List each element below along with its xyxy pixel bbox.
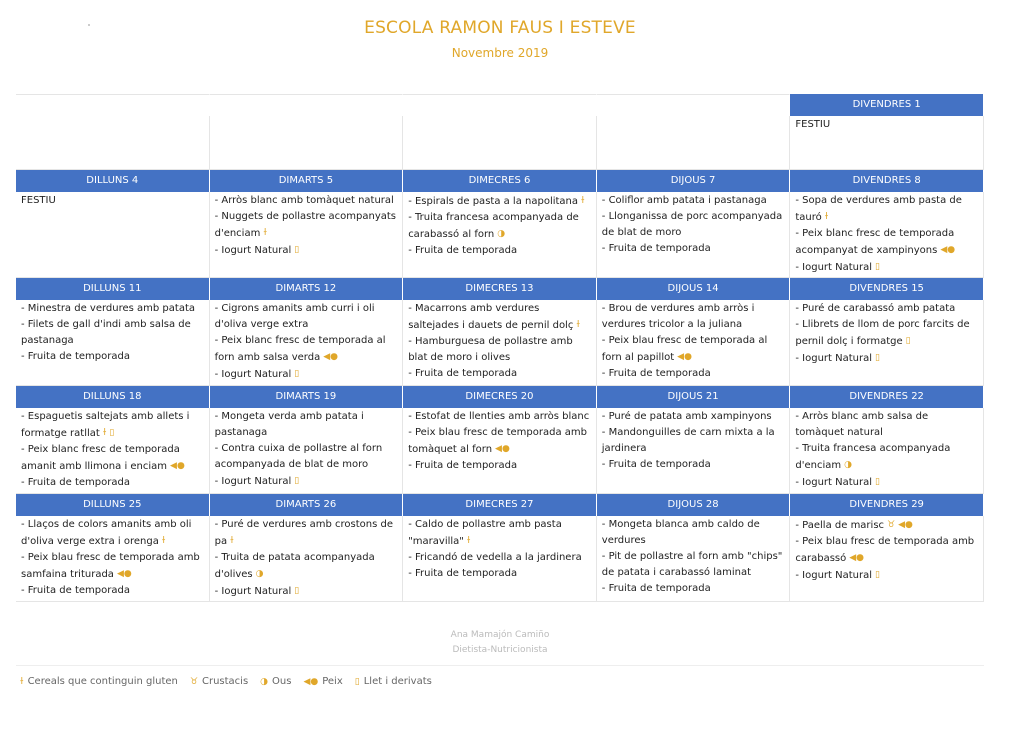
menu-item-text: - Nuggets de pollastre acompanyats d'enciam xyxy=(214,211,397,239)
day-header: DILLUNS 25 xyxy=(16,494,210,516)
menu-item-text: - Truita francesa acompanyada d'enciam xyxy=(795,443,951,471)
menu-item xyxy=(215,409,398,441)
menu-item xyxy=(21,301,204,317)
milk-icon: ▯ xyxy=(875,262,880,272)
menu-item-text: - Espirals de pasta a la napolitana xyxy=(408,196,579,207)
menu-item xyxy=(602,241,785,257)
menu-item xyxy=(215,242,398,259)
week-header-row xyxy=(16,94,984,116)
fish-icon: ◀● xyxy=(116,569,132,579)
menu-item-text: - Iogurt Natural xyxy=(214,245,292,256)
week-body-row xyxy=(16,192,984,278)
menu-item-text: - Estofat de llenties amb arròs blanc xyxy=(408,411,590,422)
milk-icon: ▯ xyxy=(875,353,880,363)
day-cell xyxy=(403,516,597,602)
egg-icon: ◑ xyxy=(497,229,506,239)
empty-cell xyxy=(210,116,404,170)
day-header: DILLUNS 18 xyxy=(16,386,210,408)
menu-item-text: - Truita francesa acompanyada de carabassó al forn xyxy=(408,212,579,240)
menu-item xyxy=(795,534,978,567)
menu-item-text: - Iogurt Natural xyxy=(214,586,292,597)
day-cell xyxy=(210,408,404,494)
cereal-icon: ɫ xyxy=(161,536,166,546)
dietitian-name: Ana Mamajón Camiño xyxy=(450,630,550,640)
day-header: DIJOUS 7 xyxy=(597,170,791,192)
cereal-icon: ɫ xyxy=(263,228,267,238)
menu-item xyxy=(21,550,204,583)
menu-item-text: - Peix blanc fresc de temporada amanit amb llimona i enciam xyxy=(21,444,180,472)
menu-item xyxy=(21,442,204,475)
menu-item xyxy=(795,193,978,226)
allergen-legend xyxy=(20,676,432,687)
week-body-row xyxy=(16,516,984,602)
day-header: DIVENDRES 1 xyxy=(790,94,984,116)
menu-item xyxy=(602,301,785,333)
milk-icon: ▯ xyxy=(294,369,300,379)
menu-item xyxy=(21,583,204,599)
menu-item-text: - Fruita de temporada xyxy=(601,583,711,594)
day-header: DIMECRES 13 xyxy=(403,278,597,300)
day-header: DIMARTS 26 xyxy=(210,494,404,516)
cereal-icon: ɫ xyxy=(20,676,24,687)
school-title: ESCOLA RAMON FAUS I ESTEVE xyxy=(364,18,636,38)
crab-icon: ♉ xyxy=(887,520,896,530)
empty-header xyxy=(210,94,404,116)
menu-item xyxy=(602,457,785,473)
empty-header xyxy=(597,94,791,116)
egg-icon: ◑ xyxy=(255,569,264,579)
menu-item xyxy=(21,317,204,349)
week-header-row xyxy=(16,386,984,408)
day-cell xyxy=(403,192,597,278)
divider xyxy=(16,665,984,666)
menu-item-text: - Llonganissa de porc acompanyada de blat de moro xyxy=(601,211,783,238)
day-header: DIMECRES 20 xyxy=(403,386,597,408)
fish-icon: ◀● xyxy=(940,245,956,255)
menu-item xyxy=(602,209,785,241)
day-cell xyxy=(790,116,984,170)
day-header: DIVENDRES 8 xyxy=(790,170,984,192)
legend-item xyxy=(190,676,248,687)
milk-icon: ▯ xyxy=(354,676,360,687)
menu-item xyxy=(408,550,591,566)
menu-item-text: - Caldo de pollastre amb pasta "maravilla" xyxy=(408,519,562,547)
fish-icon: ◀● xyxy=(303,676,319,687)
empty-cell xyxy=(16,116,210,170)
menu-item-text: - Sopa de verdures amb pasta de tauró xyxy=(795,195,962,223)
menu-item xyxy=(795,474,978,491)
legend-item xyxy=(20,676,178,687)
cereal-icon: ɫ xyxy=(230,536,234,546)
menu-item-text: - Contra cuixa de pollastre al forn acompanyada de blat de moro xyxy=(214,443,383,470)
milk-icon: ▯ xyxy=(875,570,880,580)
menu-item-text: - Fruita de temporada xyxy=(601,368,711,379)
day-header: DILLUNS 4 xyxy=(16,170,210,192)
cereal-icon: ɫ xyxy=(102,428,107,438)
day-header: DIMARTS 5 xyxy=(210,170,404,192)
menu-item-text: - Truita de patata acompanyada d'olives xyxy=(214,552,375,580)
menu-item-text: - Minestra de verdures amb patata xyxy=(21,303,196,314)
menu-item-text: - Peix blau fresc de temporada amb tomàquet al forn xyxy=(408,427,587,455)
week-body-row xyxy=(16,116,984,170)
legend-label: Llet i derivats xyxy=(363,676,432,687)
legend-label: Peix xyxy=(322,676,343,687)
menu-item xyxy=(215,333,398,366)
milk-icon: ▯ xyxy=(294,476,300,486)
menu-item xyxy=(215,301,398,333)
egg-icon: ◑ xyxy=(260,676,269,687)
weeks-container xyxy=(16,170,984,602)
menu-item xyxy=(795,517,978,534)
menu-item xyxy=(215,209,398,242)
menu-item xyxy=(408,409,591,425)
menu-item xyxy=(795,301,978,317)
menu-item-text: - Puré de patata amb xampinyons xyxy=(601,411,772,422)
menu-item xyxy=(21,349,204,365)
day-cell xyxy=(790,192,984,278)
menu-item-text: - Llibrets de llom de porc farcits de pernil dolç i formatge xyxy=(795,319,970,347)
menu-item: FESTIU xyxy=(795,119,831,130)
menu-item-text: - Iogurt Natural xyxy=(214,476,292,487)
milk-icon: ▯ xyxy=(905,336,911,346)
menu-item xyxy=(795,226,978,259)
menu-item-text: - Pit de pollastre al forn amb "chips" de patata i carabassó laminat xyxy=(601,551,783,578)
empty-header xyxy=(403,94,597,116)
day-cell xyxy=(790,408,984,494)
menu-item-text: - Brou de verdures amb arròs i verdures tricolor a la juliana xyxy=(601,303,755,330)
menu-item-text: - Macarrons amb verdures saltejades i dauets de pernil dolç xyxy=(408,303,574,331)
menu-item xyxy=(408,334,591,366)
menu-item-text: - Paella de marisc xyxy=(795,520,885,531)
menu-item-text: - Fruita de temporada xyxy=(21,351,130,362)
menu-item xyxy=(602,425,785,457)
menu-item xyxy=(21,475,204,491)
crab-icon: ♉ xyxy=(189,676,198,687)
day-header: DIJOUS 21 xyxy=(597,386,791,408)
menu-item-text: - Llaços de colors amanits amb oli d'oliva verge extra i orenga xyxy=(21,519,192,547)
menu-item-text: - Mandonguilles de carn mixta a la jardinera xyxy=(601,427,775,454)
day-header: DIMARTS 19 xyxy=(210,386,404,408)
menu-item-text: - Peix blanc fresc de temporada al forn amb salsa verda xyxy=(214,335,386,363)
menu-item xyxy=(795,441,978,474)
cereal-icon: ɫ xyxy=(581,196,585,206)
week-header-row xyxy=(16,278,984,300)
day-cell xyxy=(16,516,210,602)
menu-item xyxy=(602,517,785,549)
day-header: DIMECRES 6 xyxy=(403,170,597,192)
menu-item-text: - Fruita de temporada xyxy=(21,477,130,488)
menu-item-text: - Mongeta blanca amb caldo de verdures xyxy=(601,519,760,546)
day-header: DIVENDRES 29 xyxy=(790,494,984,516)
cereal-icon: ɫ xyxy=(466,536,471,546)
menu-item-text: - Hamburguesa de pollastre amb blat de moro i olives xyxy=(408,336,573,363)
fish-icon: ◀● xyxy=(323,352,338,362)
menu-item xyxy=(408,366,591,382)
day-header: DIJOUS 14 xyxy=(597,278,791,300)
milk-icon: ▯ xyxy=(294,245,300,255)
menu-item xyxy=(795,317,978,350)
week-header-row xyxy=(16,170,984,192)
day-cell xyxy=(210,300,404,386)
menu-item xyxy=(21,409,204,442)
day-cell xyxy=(16,192,210,278)
day-cell xyxy=(597,516,791,602)
day-header: DIJOUS 28 xyxy=(597,494,791,516)
menu-item xyxy=(795,350,978,367)
menu-item xyxy=(408,210,591,243)
menu-item xyxy=(795,567,978,584)
day-cell xyxy=(403,408,597,494)
menu-item xyxy=(215,517,398,550)
day-cell xyxy=(790,516,984,602)
fish-icon: ◀● xyxy=(677,352,692,362)
day-cell xyxy=(597,408,791,494)
milk-icon: ▯ xyxy=(875,477,880,487)
menu-item-text: - Cigrons amanits amb curri i oli d'oliva verge extra xyxy=(214,303,375,330)
menu-item xyxy=(408,517,591,550)
menu-item xyxy=(215,550,398,583)
day-cell xyxy=(597,300,791,386)
menu-item-text: - Mongeta verda amb patata i pastanaga xyxy=(214,411,364,438)
menu-item xyxy=(408,566,591,582)
cereal-icon: ɫ xyxy=(576,320,580,330)
cereal-icon: ɫ xyxy=(824,212,829,222)
day-header: DIMARTS 12 xyxy=(210,278,404,300)
menu-item xyxy=(602,549,785,581)
milk-icon: ▯ xyxy=(294,586,300,596)
menu-item xyxy=(215,441,398,473)
menu-item-text: - Peix blanc fresc de temporada acompanyat de xampinyons xyxy=(795,228,955,256)
menu-item xyxy=(602,409,785,425)
menu-item-text: - Fruita de temporada xyxy=(21,585,130,596)
menu-item xyxy=(602,333,785,366)
day-header: DIVENDRES 15 xyxy=(790,278,984,300)
egg-icon: ◑ xyxy=(844,460,852,470)
menu-item xyxy=(408,425,591,458)
day-header: DILLUNS 11 xyxy=(16,278,210,300)
week-body-row xyxy=(16,300,984,386)
menu-item-text: - Coliflor amb patata i pastanaga xyxy=(601,195,767,206)
empty-cell xyxy=(403,116,597,170)
menu-item xyxy=(602,193,785,209)
month-subtitle: Novembre 2019 xyxy=(451,46,549,60)
legend-item xyxy=(303,676,342,687)
menu-item-text: - Espaguetis saltejats amb allets i formatge ratllat xyxy=(21,411,190,439)
menu-item-text: - Fruita de temporada xyxy=(408,568,518,579)
menu-item-text: - Fruita de temporada xyxy=(601,243,711,254)
menu-item xyxy=(215,193,398,209)
day-cell xyxy=(16,408,210,494)
menu-item-text: - Filets de gall d'indi amb salsa de pastanaga xyxy=(21,319,191,346)
menu-item-text: - Arròs blanc amb tomàquet natural xyxy=(214,195,394,206)
menu-item xyxy=(408,193,591,210)
menu-item xyxy=(408,301,591,334)
legend-label: Cereals que continguin gluten xyxy=(27,676,178,687)
dietitian-role: Dietista-Nutricionista xyxy=(452,645,548,655)
menu-item-text: - Fricandó de vedella a la jardinera xyxy=(408,552,582,563)
menu-item xyxy=(408,243,591,259)
fish-icon: ◀● xyxy=(898,520,913,530)
day-cell xyxy=(16,300,210,386)
menu-item-text: - Fruita de temporada xyxy=(601,459,711,470)
fish-icon: ◀● xyxy=(849,553,865,563)
menu-item-text: - Fruita de temporada xyxy=(408,368,518,379)
menu-calendar xyxy=(16,94,984,602)
day-cell xyxy=(210,192,404,278)
menu-item-text: - Iogurt Natural xyxy=(795,353,873,364)
week-body-row xyxy=(16,408,984,494)
menu-item xyxy=(795,409,978,441)
fish-icon: ◀● xyxy=(170,461,185,471)
legend-label: Ous xyxy=(272,676,292,687)
menu-item-text: - Iogurt Natural xyxy=(795,477,873,488)
menu-item-text: - Peix blau fresc de temporada amb carabassó xyxy=(795,536,975,564)
legend-label: Crustacis xyxy=(201,676,249,687)
menu-item xyxy=(21,193,204,209)
week-header-row xyxy=(16,494,984,516)
legend-item xyxy=(260,676,291,687)
day-cell xyxy=(403,300,597,386)
menu-item xyxy=(602,581,785,597)
menu-item-text: - Iogurt Natural xyxy=(214,369,292,380)
menu-item-text: - Iogurt Natural xyxy=(795,262,873,273)
menu-item-text: FESTIU xyxy=(21,195,56,206)
day-header: DIVENDRES 22 xyxy=(790,386,984,408)
day-cell xyxy=(790,300,984,386)
menu-item xyxy=(21,517,204,550)
empty-cell xyxy=(597,116,791,170)
menu-item xyxy=(215,366,398,383)
menu-item-text: - Fruita de temporada xyxy=(408,245,518,256)
menu-item-text: - Peix blau fresc de temporada al forn al papillot xyxy=(601,335,768,363)
menu-item xyxy=(408,458,591,474)
menu-item xyxy=(215,473,398,490)
day-header: DIMECRES 27 xyxy=(403,494,597,516)
empty-header xyxy=(16,94,210,116)
day-cell xyxy=(210,516,404,602)
menu-item-text: - Arròs blanc amb salsa de tomàquet natural xyxy=(795,411,929,438)
menu-item-text: - Peix blau fresc de temporada amb samfaina triturada xyxy=(21,552,200,580)
menu-item-text: - Puré de verdures amb crostons de pa xyxy=(214,519,393,547)
menu-item-text: - Puré de carabassó amb patata xyxy=(795,303,956,314)
legend-item xyxy=(355,676,432,687)
milk-icon: ▯ xyxy=(109,428,115,438)
menu-item xyxy=(215,583,398,600)
day-cell xyxy=(597,192,791,278)
menu-item-text: - Fruita de temporada xyxy=(408,460,518,471)
menu-item-text: - Iogurt Natural xyxy=(795,570,873,581)
menu-item xyxy=(602,366,785,382)
menu-item xyxy=(795,259,978,276)
fish-icon: ◀● xyxy=(495,444,510,454)
